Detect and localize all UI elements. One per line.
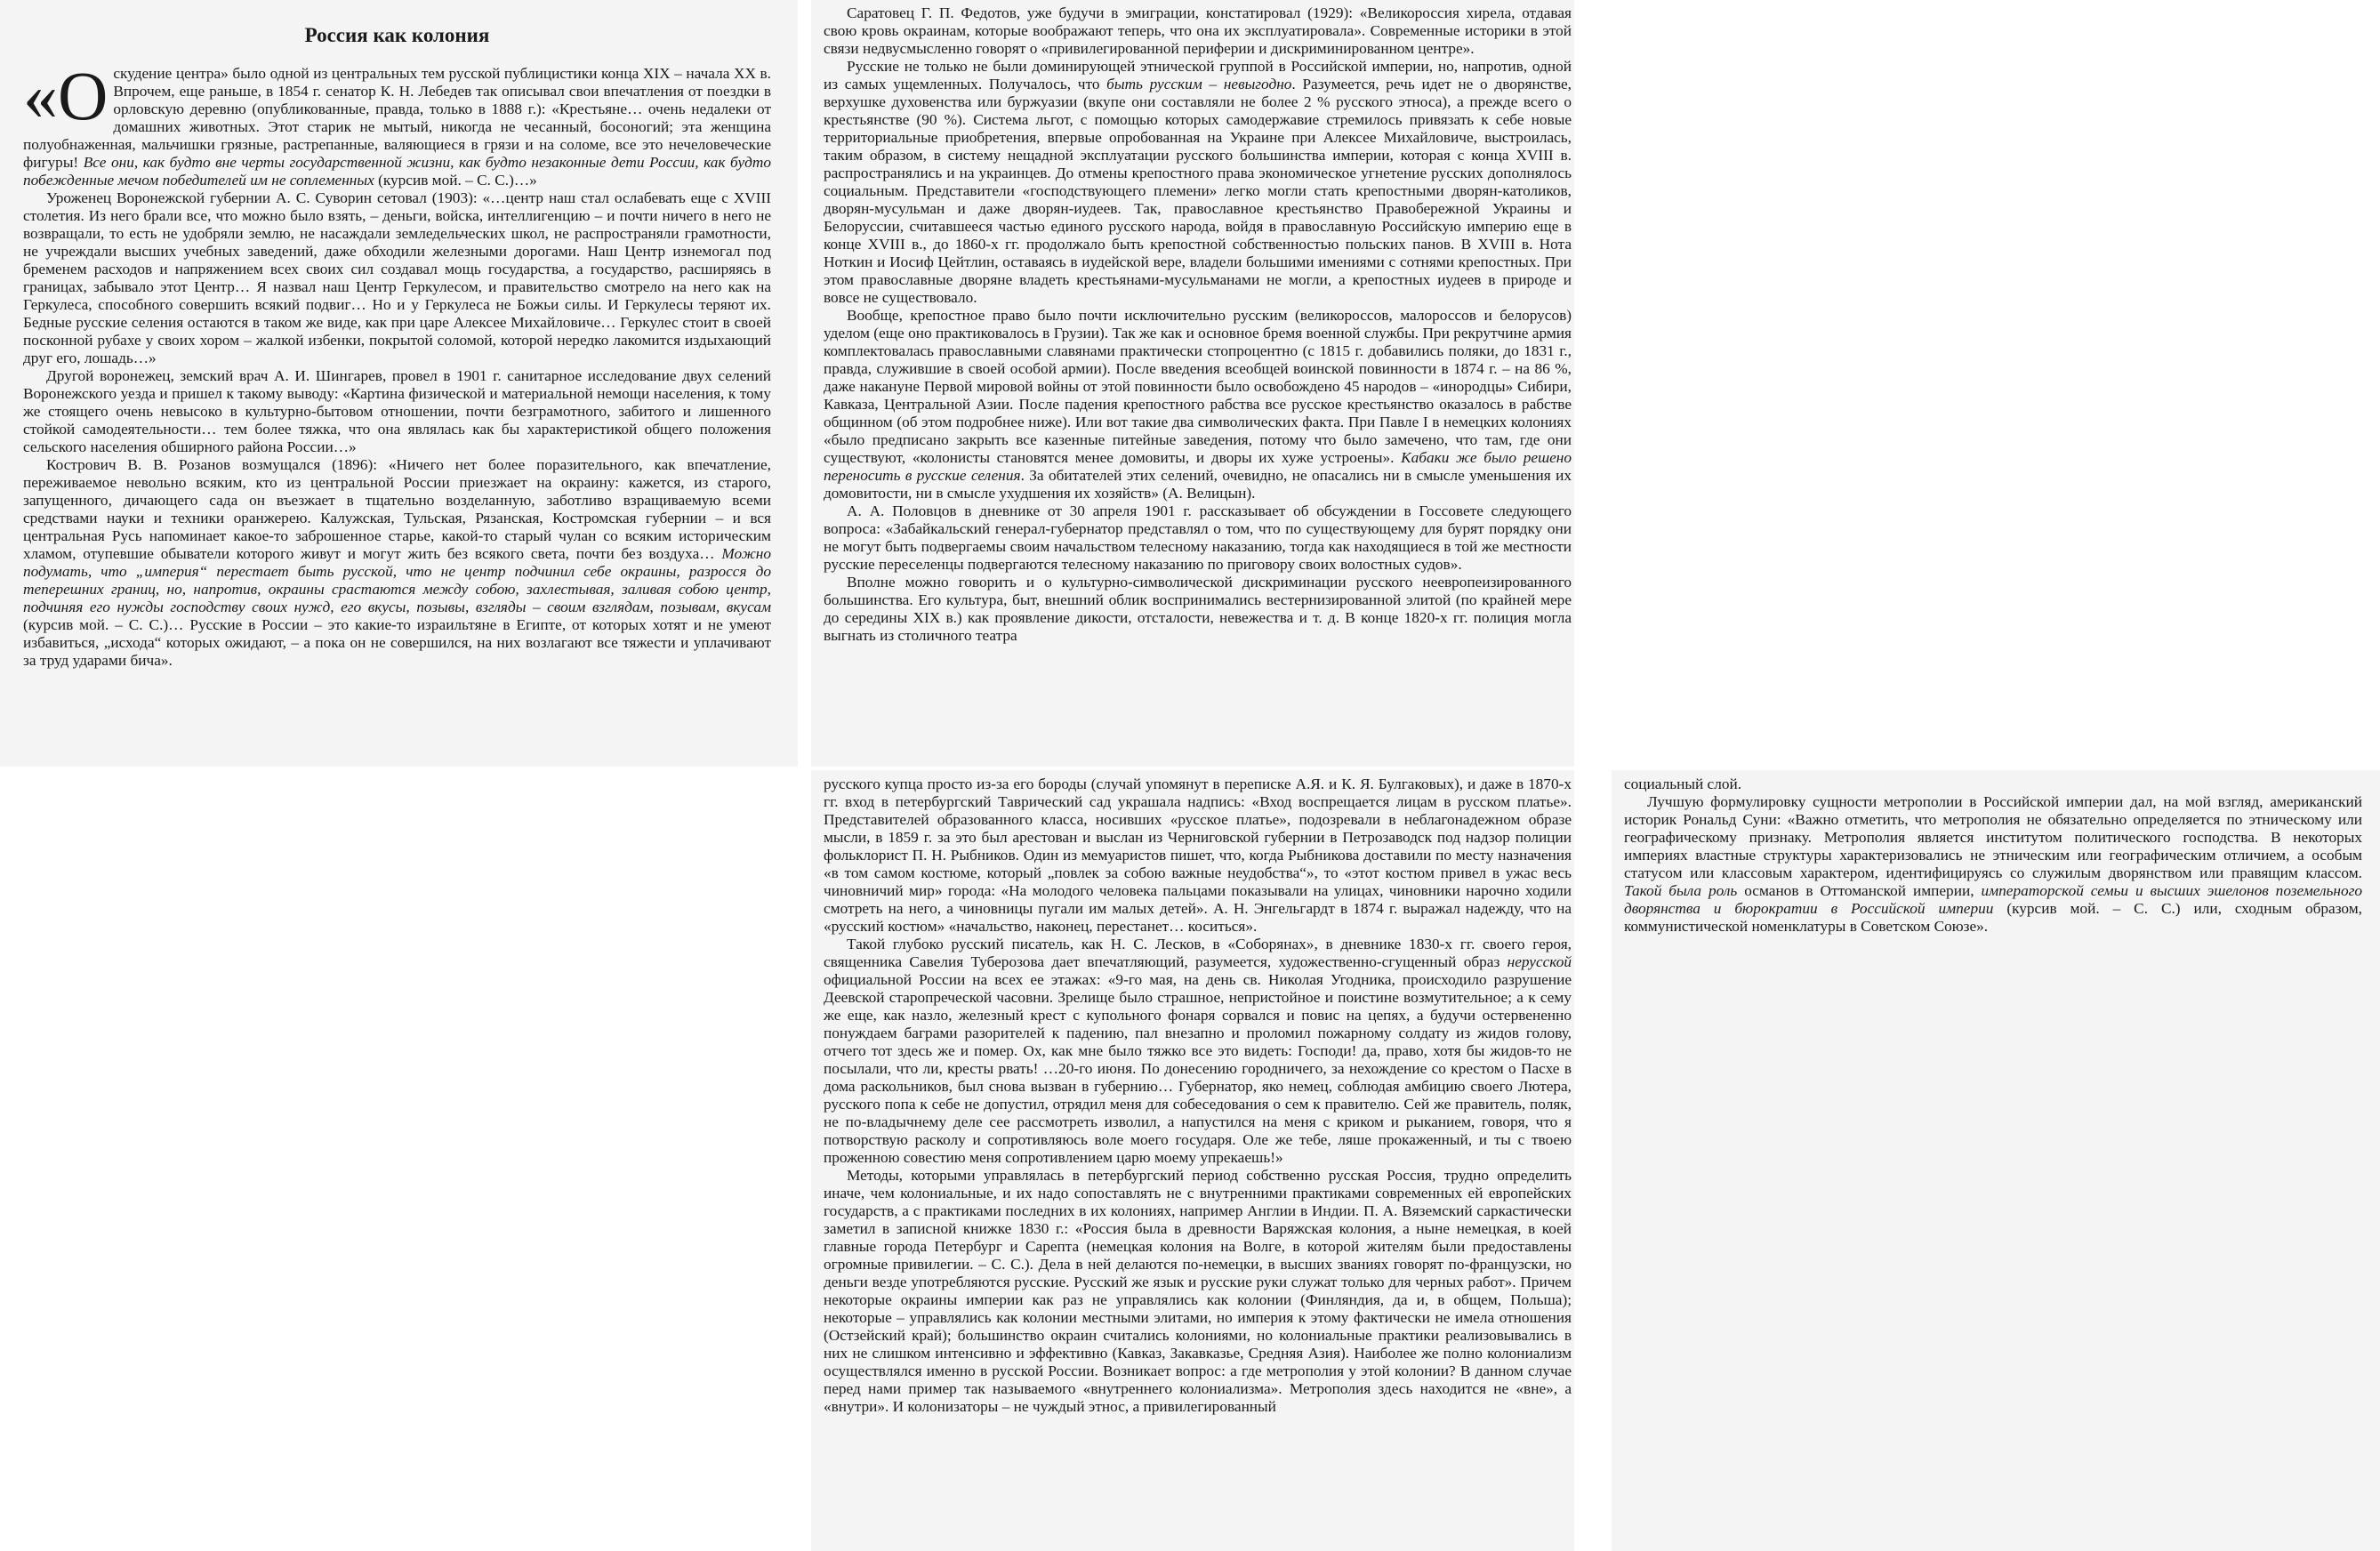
text-run: Лучшую формулировку сущности метрополии в Российской империи дал, на мой взгляд, американский историк Рональд Суни: «Важно отметить, что метрополия не обязательно определяется по этническому или географическому признаку. Метрополия является институтом политического господства. В некоторых империях властные структуры характеризовались не этническим или географическим отличием, а особым статусом или классовым характером, идентифицируясь со служилым дворянством или правящим классом. (1624, 793, 2362, 881)
text-run: официальной России на всех ее этажах: «9-го мая, на день св. Николая Угодника, происходило разрушение Деевской старопреческой часовни. Зрелище было страшное, непристойное и поистине возмутительное; а к сему же еще, как назло, железный крест с купольного фонаря сорвался и повис на цепях, а будучи остервененно понуждаем баграми разорителей к падению, пал внезапно и проломил пожарному солдату из жидов голову, отчего тот здесь же и помер. Ох, как мне было тяжко все это видеть: Господи! да, право, хотя бы жидов-то не посылали, что ли, кресты рвать! …20-го июня. По донесению городничего, за нехождение со крестом о Пасхе в дома раскольников, был снова вызван в губернию… Губернатор, яко немец, соблюдая амбицию своего Лютера, русского попа к себе не допустил, отрядил меня для собеседования о сем к правителю. Сей же правитель, поляк, не по-владычнему деле сее рассмотреть изволил, а напустился на меня с криком и рыканием, говоря, что я потворствую расколу и сопротивляюсь воле моего государя. Оле же тебе, ляше прокаженный, и ты с твоею проженною совестию меня сопротивлением царю моему упрекаешь!» (824, 971, 1572, 1166)
paragraph: социальный слой. (1624, 776, 1742, 792)
paragraph: А. А. Половцов в дневнике от 30 апреля 1901 г. рассказывает об обсуждении в Госсовете следующего вопроса: «Забайкальский генерал-губернатор представлял о том, что по существующему для бурят порядку они не могут быть подвергаемы своим начальством телесному наказанию, тогда как находящиеся в той же местности русские переселенцы подвергаются телесному наказанию по приговору своих волостных судов». (824, 502, 1572, 573)
text-run: османов в Оттоманской империи, (1737, 882, 1982, 899)
paragraph: Методы, которыми управлялась в петербургский период собственно русская Россия, трудно определить иначе, чем колониальные, и их надо сопоставлять не с внутренними практиками современных ей европейских государств, а с практиками последних в их колониях, например Англии в Индии. П. А. Вяземский саркастически заметил в записной книжке 1830 г.: «Россия была в древности Варяжская колония, а ныне немецкая, в коей главные города Петербург и Сарепта (немецкая колония на Волге, в которой жителям были предоставлены огромные привилегии. – С. С.). Дела в ней делаются по-немецки, в высших званиях говорят по-французски, но деньги везде употребляются русские. Русский же язык и русские руки служат только для черных работ». Причем некоторые окраины империи как раз не управлялись как колонии (Финляндия, да и, в общем, Польша); некоторые – управлялись как колонии местными элитами, но империя к этому фактически не имела отношения (Остзейский край); большинство окраин считались колониями, но колониальные практики реализовывались в них не слишком интенсивно и эффективно (Кавказ, Закавказье, Средняя Азия). Наиболее же полно колониализм осуществлялся именно в русской России. Возникает вопрос: а где метрополия у этой колонии? В данном случае перед нами пример так называемого «внутреннего колониализма». Метрополия здесь находится не «вне», а «внутри». И колонизаторы – не чуждый этнос, а привилегированный (824, 1167, 1572, 1415)
italic-run: быть русским – невыгодно (1106, 76, 1292, 92)
italic-run: нерусской (1507, 953, 1572, 970)
text-run: (курсив мой. – С. С.) или, сходным образом, коммунистической номенклатуры в Советском Союзе». (1624, 900, 2362, 935)
paragraph: Вполне можно говорить и о культурно-символической дискриминации русского неевропеизированного большинства. Его культура, быт, внешний облик воспринимались вестернизированной элитой (по крайней мере до середины XIX в.) как проявление дикости, отсталости, невежества и т. д. В конце 1820-х гг. полиция могла выгнать из столичного театра (824, 574, 1572, 644)
text-run: . Разумеется, речь идет не о дворянстве, верхушке духовенства или буржуазии (вкупе они составляли не более 2 % русского этноса), а прежде всего о крестьянстве (90 %). Система льгот, с помощью которых самодержавие стремилось привязать к себе новые территориальные приобретения, впервые опробованная на Украине при Алексее Михайловиче, выстроилась, таким образом, в систему нещадной эксплуатации русского большинства империи, которая с конца XVIII в. распространялись и на украинцев. До отмены крепостного права экономическое угнетение русских дополнялось социальным. Представители «господствующего племени» легко могли стать крепостными дворян-католиков, дворян-мусульман и даже дворян-иудеев. Так, православное крестьянство Правобережной Украины и Белоруссии, считавшееся частью единого русского народа, войдя в православную Российскую империю еще в конце XVIII в., до 1860-х гг. продолжало быть крепостной собственностью польских панов. В XVIII в. Нота Ноткин и Иосиф Цейтлин, оставаясь в иудейской вере, владели большими имениями с сотнями крепостных. При этом православные дворяне владеть крестьянами-мусульманами не могли, а крепостных иудеев в природе и вовсе не существовало. (824, 76, 1572, 306)
page-column-3 (811, 770, 1574, 1551)
paragraph: Другой воронежец, земский врач А. И. Шингарев, провел в 1901 г. санитарное исследование двух селений Воронежского уезда и пришел к такому выводу: «Картина физической и материальной немощи населения, к тому же стоящего очень невысоко в культурно-бытовом отношении, почти безграмотного, забитого и лишенного стойкой самодеятельности… тем более тяжка, что она являлась как бы характеристикой общего положения сельского населения обширного района России…» (23, 367, 771, 455)
page-column-1 (0, 0, 798, 767)
paragraph (23, 57, 771, 189)
paragraph: Саратовец Г. П. Федотов, уже будучи в эмиграции, констатировал (1929): «Великороссия хирела, отдавая свою кровь окраинам, которые воображают теперь, что она их эксплуатировала». Современные историки в этой связи недвусмысленно говорят о «привилегированной периферии и дискриминированном центре». (824, 4, 1572, 57)
text-run: . За обитателей этих селений, очевидно, не опасались ни в смысле уменьшения их домовитости, ни в смысле ухудшения их хозяйств» (А. Велицын). (824, 467, 1572, 502)
paragraph (23, 456, 771, 670)
drop-cap: «О (23, 57, 109, 134)
text-run: (курсив мой. – С. С.)…» (374, 172, 537, 189)
italic-run: Можно подумать, что „империя“ перестает быть русской, что не центр подчинил себе окраины, разросся до теперешних границ, но, напротив, окраины срастаются между собою, захлестывая, заливая собою центр, подчиняя его нужды господству своих нужд, его вкусы, позывы, взгляды – своим взглядам, позывам, вкусам (23, 545, 771, 615)
paragraph (824, 936, 1572, 1167)
page-column-2 (811, 0, 1574, 767)
italic-run: императорской семьи и высших эшелонов поземельного дворянства и бюрократии в Российской империи (1624, 882, 2362, 917)
italic-run: Такой была роль (1624, 882, 1738, 899)
article-title: Россия как колония (304, 24, 490, 46)
italic-run: Все они, как будто вне черты государственной жизни, как будто незаконные дети России, как будто побежденные мечом победителей им не соплеменных (23, 154, 771, 189)
text-run: Такой глубоко русский писатель, как Н. С. Лесков, в «Соборянах», в дневнике 1830-х гг. своего героя, священника Савелия Туберозова дает впечатляющий, разумеется, художественно-сгущенный образ (824, 936, 1572, 970)
text-run: Вообще, крепостное право было почти исключительно русским (великороссов, малороссов и белорусов) уделом (еще оно практиковалось в Грузии). Так же как и основное бремя военной службы. При рекрутчине армия комплектовалась православными славянами практически стопроцентно (с 1815 г. добавились поляки, до 1831 г., правда, служившие в своей особой армии). После введения всеобщей воинской повинности в 1874 г. – на 86 %, даже накануне Первой мировой войны от этой повинности было освобождено 45 народов – «инородцы» Сибири, Кавказа, Центральной Азии. После падения крепостного рабства все русское крестьянство оказалось в рабстве общинном (об этом подробнее ниже). Или вот такие два символических факта. При Павле I в немецких колониях «было предписано закрыть все казенные питейные заведения, потому что было замечено, что там, где они существуют, «колонисты становятся менее домовиты, и дворы их хуже устроены». (824, 307, 1572, 466)
paragraph: русского купца просто из-за его бороды (случай упомянут в переписке А.Я. и К. Я. Булгаковых), и даже в 1870-х гг. вход в петербургский Таврический сад украшала надпись: «Вход воспрещается лицам в русском платье». Представителей образованного класса, носивших «русское платье», подозревали в неблагонадежном образе мысли, в 1859 г. за это был арестован и выслан из Черниговской губернии в Петрозаводск под надзор полиции фольклорист П. Н. Рыбников. Один из мемуаристов пишет, что, когда Рыбникова доставили по месту назначения «в том самом костюме, который „повлек за собою важные неудобства“», то «этот костюм привел в ужас весь чиновничий мир» города: «На молодого человека пальцами показывали на улицах, чиновники нарочно ходили смотреть на него, а чиновницы пугали им малых детей». А. Н. Энгельгардт в 1874 г. выражал надежду, что на «русский костюм» «начальство, наконец, перестанет… коситься». (824, 776, 1572, 935)
paragraph: Уроженец Воронежской губернии А. С. Суворин сетовал (1903): «…центр наш стал ослабевать еще с XVIII столетия. Из него брали все, что можно было взять, – деньги, войска, интеллигенцию – и почти ничего в него не возвращали, то есть не удобряли землю, не насаждали земледельческих школ, не распространяли грамотности, не учреждали высших учебных заведений, даже обходили железными дорогами. Наш Центр изнемогал под бременем расходов и напряжением всех своих сил создавал мощь государства, а государство, расширяясь в границах, забывало этот Центр… Я назвал наш Центр Геркулесом, и правительство смотрело на него как на Геркулеса, способного совершить всякий подвиг… Но и у Геркулеса не Божьи силы. И Геркулесы теряют их. Бедные русские селения остаются в таком же виде, как при царе Алексее Михайловиче… Геркулес стоит в своей посконной рубахе у своих хором – жалкой избенки, покрытой соломой, которой нередко лакомится издыхающий друг его, лошадь…» (23, 189, 771, 366)
text-run: (курсив мой. – С. С.)… Русские в России – это какие-то израильтяне в Египте, от которых хотят и не умеют избавиться, „исхода“ которых ожидают, – а пока он не совершился, на них возлагают все тяжести и уплачивают за труд ударами бича». (23, 616, 771, 669)
paragraph (1624, 793, 2362, 936)
page-column-4 (1612, 770, 2380, 1551)
italic-run: Кабаки же было решено переносить в русские селения (824, 449, 1572, 484)
paragraph (824, 307, 1572, 502)
text-run: скудение центра» было одной из центральных тем русской публицистики конца XIX – начала XX в. Впрочем, еще раньше, в 1854 г. сенатор К. Н. Лебедев так описывал свои впечатления от поездки в орловскую деревню (опубликованные, правда, только в 1888 г.): «Крестьяне… очень недалеки от домашних животных. Этот старик не мытый, никогда не чесанный, босоногий; эта женщина полуобнаженная, мальчишки грязные, растрепанные, валяющиеся в грязи и на соломе, все это нечеловеческие фигуры! (23, 65, 771, 171)
text-run: Кострович В. В. Розанов возмущался (1896): «Ничего нет более поразительного, как впечатление, переживаемое невольно всяким, кто из центральной России приезжает на окраину: кажется, из старого, запущенного, дичающего сада он въезжает в тщательно возделанную, заботливо взращиваемую всеми средствами науки и техники оранжерею. Калужская, Тульская, Рязанская, Костромская губернии – и вся центральная Русь напоминает какое-то заброшенное старье, какой-то старый чулан со всяким историческим хламом, отупевшие обыватели которого живут и могут жить без всякого света, почти без воздуха… (23, 456, 771, 562)
text-run: Русские не только не были доминирующей этнической группой в Российской империи, но, напротив, одной из самых ущемленных. Получалось, что (824, 58, 1572, 92)
paragraph (824, 58, 1572, 307)
